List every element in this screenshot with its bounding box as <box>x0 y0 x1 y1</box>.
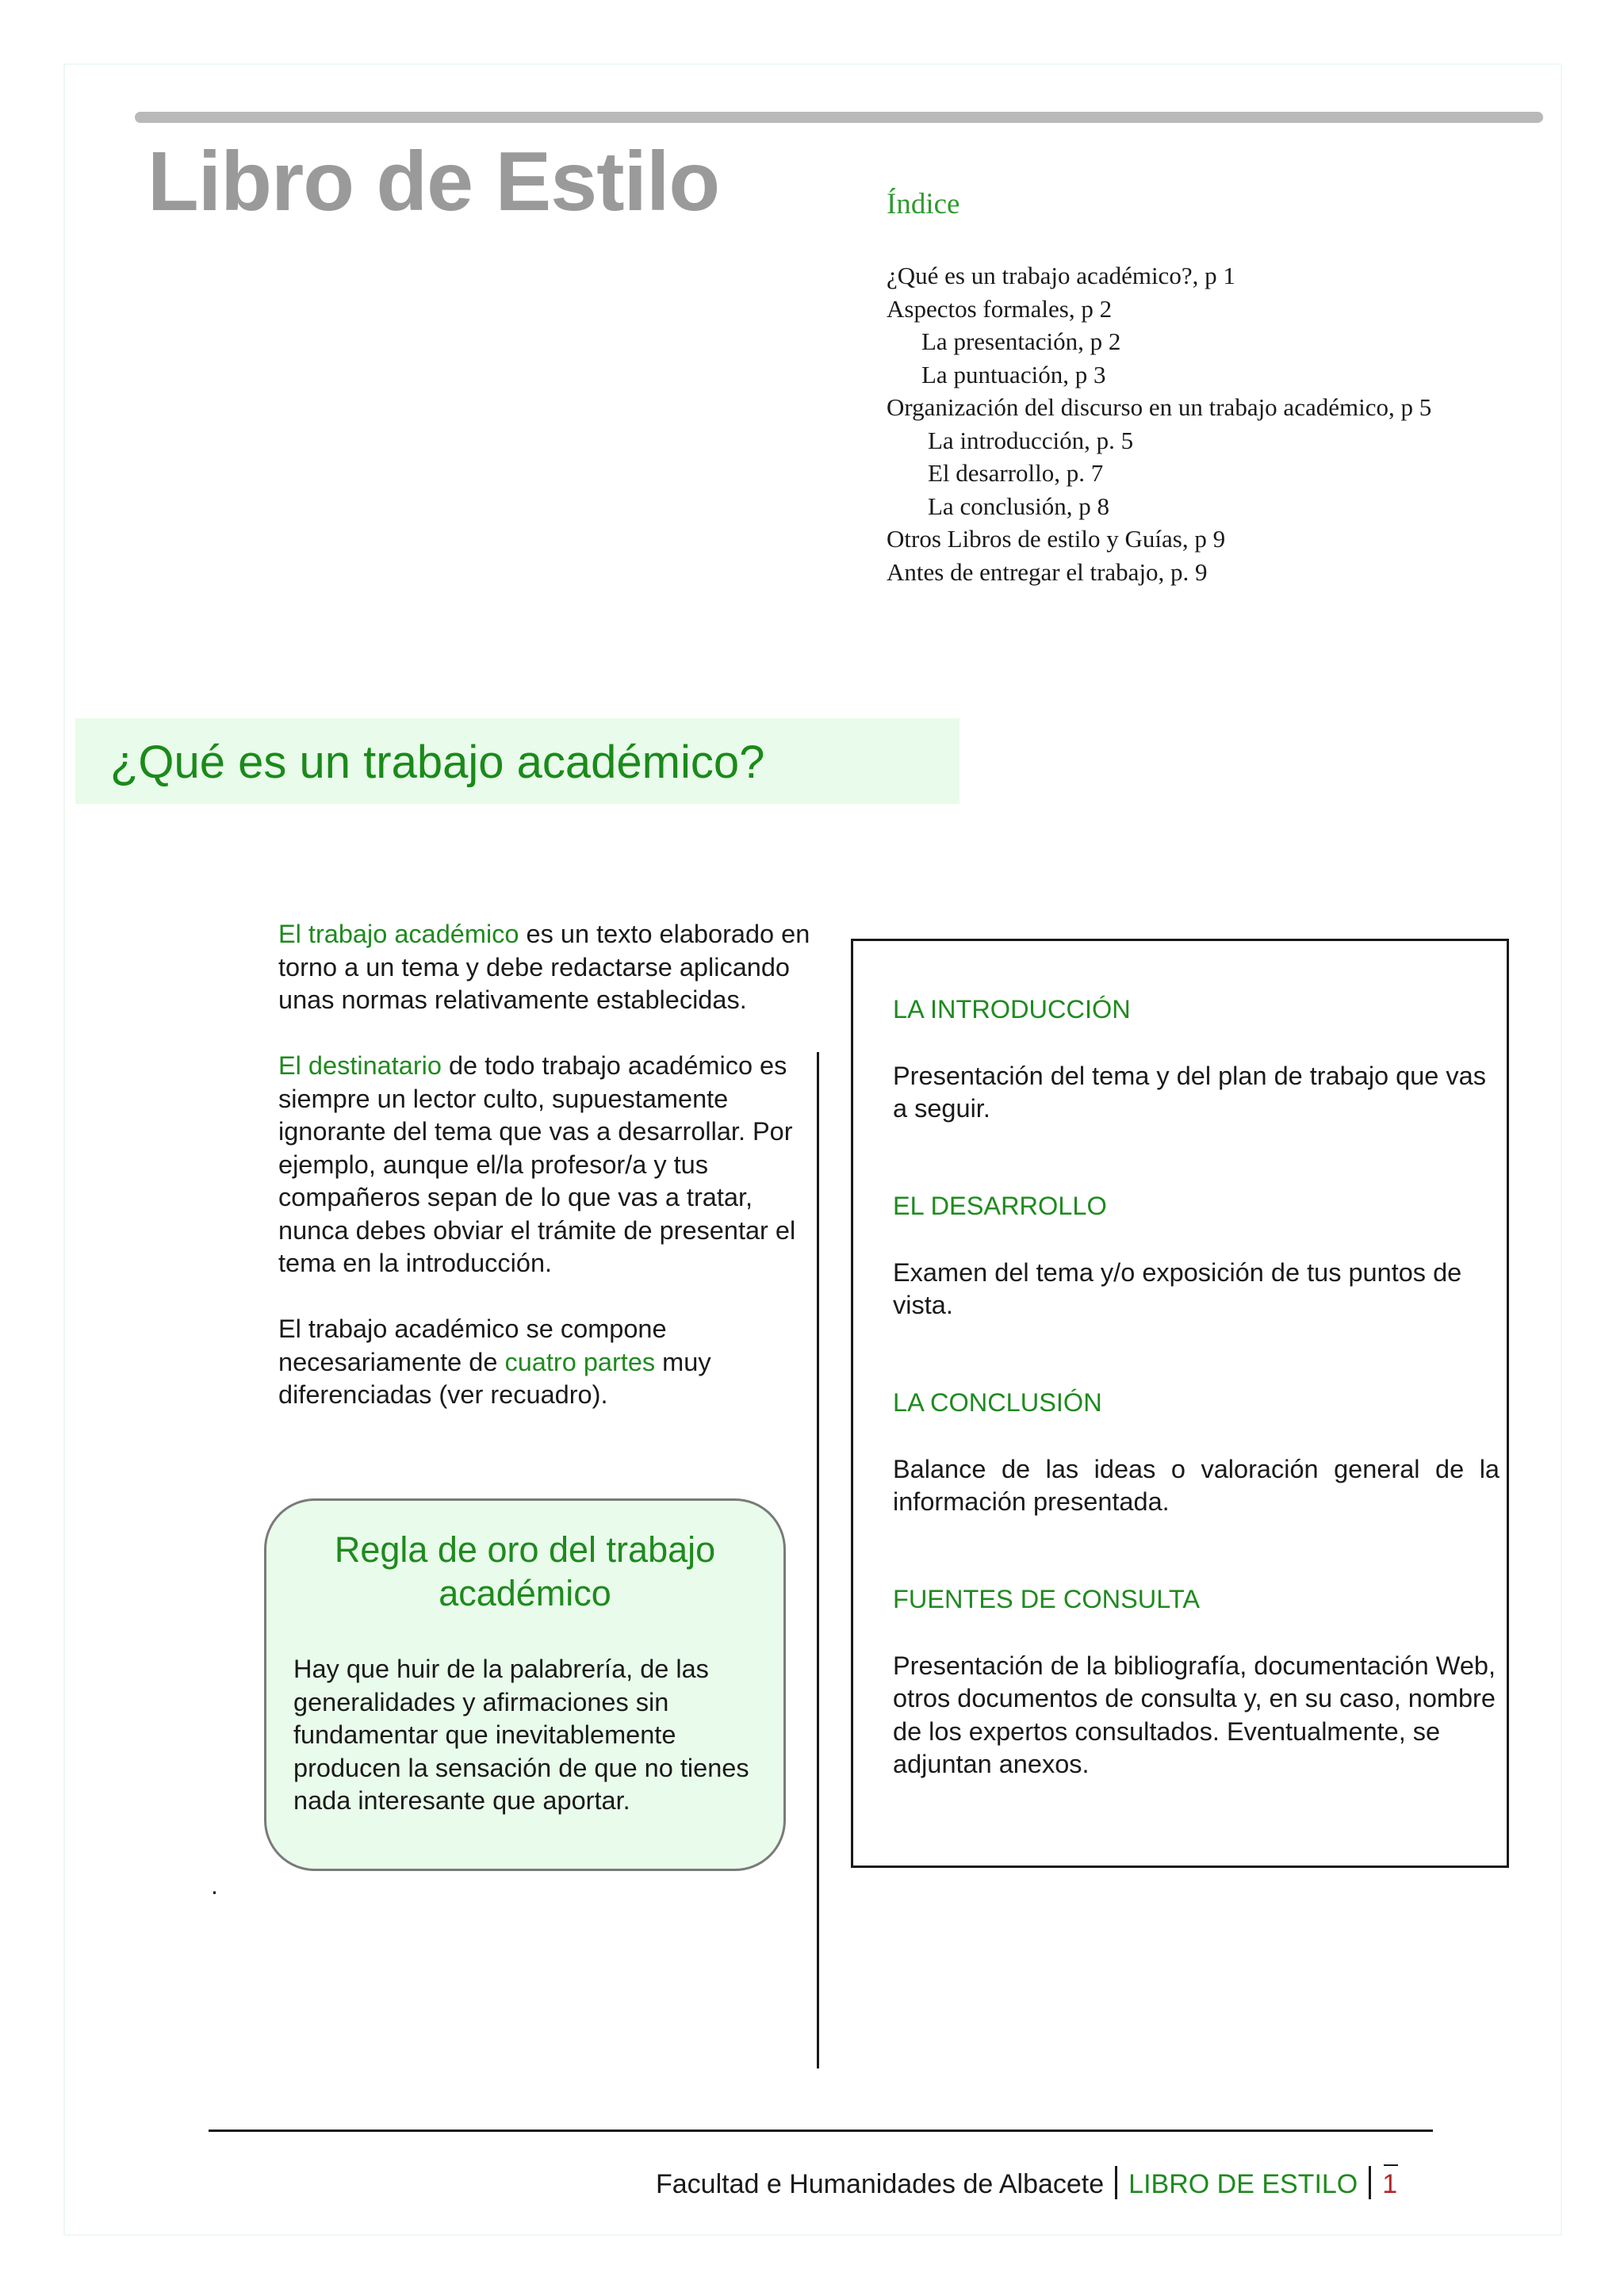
index-item[interactable]: Antes de entregar el trabajo, p. 9 <box>887 557 1208 586</box>
index-subitem[interactable]: La puntuación, p 3 <box>921 360 1106 388</box>
intro-column <box>278 918 818 1445</box>
index-item[interactable]: Aspectos formales, p 2 <box>887 294 1113 323</box>
stray-dot: . <box>211 1871 218 1900</box>
index-subitem[interactable]: El desarrollo, p. 7 <box>928 459 1104 487</box>
part-description: Balance de las ideas o valoración general de la información presentada. <box>893 1454 1500 1516</box>
index-item[interactable]: Organización del discurso en un trabajo académico, p 5 <box>887 393 1432 421</box>
footer-brand: LIBRO DE ESTILO <box>1128 2169 1358 2199</box>
section-title: ¿Qué es un trabajo académico? <box>110 737 765 788</box>
callout-title: Regla de oro del trabajo académico <box>334 1529 716 1613</box>
part-description: Examen del tema y/o exposición de tus puntos de vista. <box>893 1257 1462 1319</box>
footer-separator <box>1115 2166 1117 2199</box>
document-title: Libro de Estilo <box>147 135 720 228</box>
intro-paragraph <box>278 1050 818 1280</box>
term-highlight: cuatro partes <box>504 1347 656 1376</box>
part-conclusion <box>893 1387 1500 1519</box>
column-divider <box>817 1052 819 2068</box>
paragraph-text: El trabajo académico se compone necesariamente de <box>278 1314 667 1376</box>
top-rule <box>135 112 1543 123</box>
index-item[interactable]: ¿Qué es un trabajo académico?, p 1 <box>887 262 1235 289</box>
table-of-contents <box>887 187 1431 648</box>
index-heading: Índice <box>887 188 960 220</box>
paragraph-text: muy diferenciadas (ver recuadro). <box>278 1347 711 1409</box>
footer-institution: Facultad e Humanidades de Albacete <box>656 2169 1105 2199</box>
section-banner <box>75 718 959 804</box>
parts-box <box>851 939 1509 1868</box>
part-sources <box>893 1583 1500 1781</box>
footer-rule <box>209 2130 1433 2132</box>
part-description: Presentación del tema y del plan de trabajo que vas a seguir. <box>893 1061 1486 1123</box>
part-heading: FUENTES DE CONSULTA <box>893 1585 1201 1613</box>
term-highlight: El destinatario <box>278 1051 442 1080</box>
index-subitem[interactable]: La conclusión, p 8 <box>928 492 1110 520</box>
page-footer <box>656 2166 1397 2202</box>
paragraph-text: de todo trabajo académico es siempre un lector culto, supuestamente ignorante del tema que vas a desarrollar. Por ejemplo, aunque el/la profesor/a y tus compañeros sepan de lo que vas a tratar, nunca debes obviar el trámite de presentar el tema en la introducción. <box>278 1051 796 1277</box>
part-heading: LA INTRODUCCIÓN <box>893 995 1131 1024</box>
part-heading: EL DESARROLLO <box>893 1192 1107 1220</box>
page-number: 1 <box>1382 2169 1398 2199</box>
golden-rule-callout <box>264 1498 786 1871</box>
intro-paragraph <box>278 1313 818 1412</box>
footer-separator <box>1369 2166 1371 2199</box>
part-heading: LA CONCLUSIÓN <box>893 1388 1102 1417</box>
part-description: Presentación de la bibliografía, documentación Web, otros documentos de consulta y, en su caso, nombre de los expertos consultados. Eventualmente, se adjuntan anexos. <box>893 1651 1496 1778</box>
part-development <box>893 1190 1500 1322</box>
index-subitem[interactable]: La introducción, p. 5 <box>928 426 1134 454</box>
index-list <box>887 259 1431 648</box>
index-subitem[interactable]: La presentación, p 2 <box>921 327 1121 355</box>
term-highlight: El trabajo académico <box>278 920 519 948</box>
paragraph-text: es un texto elaborado en torno a un tema y debe redactarse aplicando unas normas relativamente establecidas. <box>278 920 810 1014</box>
index-item[interactable]: Otros Libros de estilo y Guías, p 9 <box>887 525 1226 553</box>
intro-paragraph <box>278 918 818 1017</box>
part-introduction <box>893 993 1500 1126</box>
callout-text: Hay que huir de la palabrería, de las generalidades y afirmaciones sin fundamentar que inevitablemente producen la sensación de que no tienes nada interesante que aportar. <box>293 1655 749 1815</box>
